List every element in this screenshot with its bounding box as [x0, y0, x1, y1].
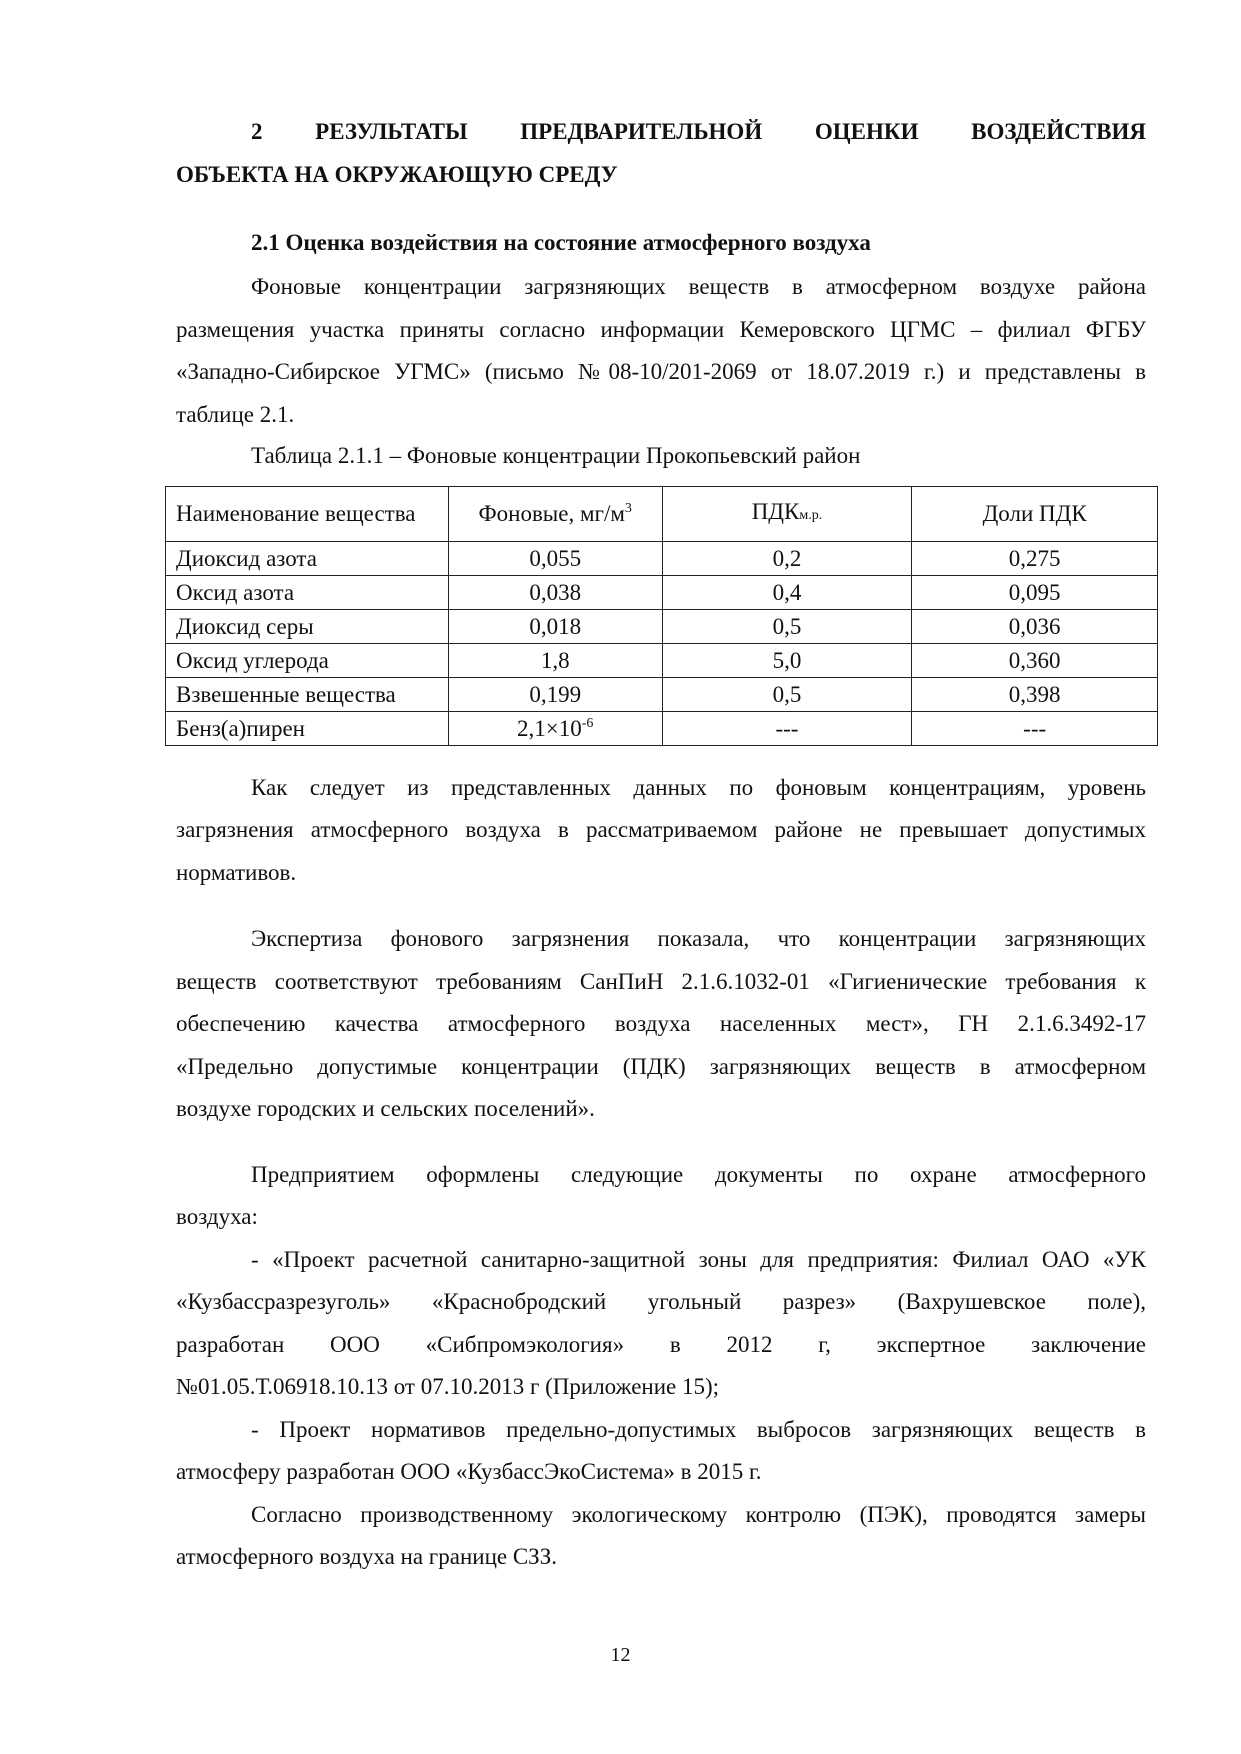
cell-background	[448, 644, 662, 678]
cell-background-value: 1,8	[540, 647, 570, 673]
list-item-line: разработан ООО «Сибпромэкология» в 2012 г, экспертное заключение	[176, 1332, 1146, 1357]
cell-share: 0,398	[912, 678, 1158, 712]
header-substance: Наименование вещества	[166, 487, 449, 542]
paragraph-line: Предприятием оформлены следующие документы по охране атмосферного	[251, 1162, 1146, 1187]
paragraph-line: Согласно производственному экологическому контролю (ПЭК), проводятся замеры	[251, 1502, 1146, 1527]
paragraph-line: обеспечению качества атмосферного воздуха населенных мест», ГН 2.1.6.3492-17	[176, 1011, 1146, 1036]
header-pdk	[662, 487, 912, 542]
cell-share: 0,036	[912, 610, 1158, 644]
header-background-sup: 3	[624, 501, 632, 516]
paragraph-line: таблице 2.1.	[176, 402, 295, 427]
paragraph-line: загрязнения атмосферного воздуха в рассматриваемом районе не превышает допустимых	[176, 817, 1146, 842]
table-caption: Таблица 2.1.1 – Фоновые концентрации Прокопьевский район	[251, 443, 861, 468]
cell-pdk: ---	[662, 712, 912, 746]
cell-background	[448, 542, 662, 576]
cell-substance: Оксид азота	[166, 576, 449, 610]
table-row	[166, 542, 1158, 576]
cell-background-sup: -6	[581, 715, 594, 731]
header-share: Доли ПДК	[912, 487, 1158, 542]
list-item-line: №01.05.Т.06918.10.13 от 07.10.2013 г (Приложение 15);	[176, 1374, 720, 1399]
header-pdk-text: ПДК	[751, 499, 800, 524]
paragraph-line: воздухе городских и сельских поселений».	[176, 1096, 595, 1121]
paragraph-line: Фоновые концентрации загрязняющих веществ в атмосферном воздухе района	[251, 274, 1146, 299]
page-number: 12	[610, 1644, 631, 1666]
background-concentrations-table	[165, 486, 1158, 746]
cell-substance: Диоксид серы	[166, 610, 449, 644]
cell-background	[448, 610, 662, 644]
cell-substance: Диоксид азота	[166, 542, 449, 576]
list-item-line: - Проект нормативов предельно-допустимых выбросов загрязняющих веществ в	[251, 1417, 1146, 1442]
cell-substance: Оксид углерода	[166, 644, 449, 678]
section-heading-line-1	[251, 117, 1146, 147]
cell-substance: Бенз(а)пирен	[166, 712, 449, 746]
cell-pdk: 0,4	[662, 576, 912, 610]
cell-background-value: 0,038	[529, 579, 582, 605]
paragraph-line: нормативов.	[176, 860, 297, 885]
paragraph-line: атмосферного воздуха на границе СЗЗ.	[176, 1544, 557, 1569]
cell-background-value: 0,018	[529, 613, 582, 639]
header-background-text: Фоновые, мг/м	[478, 501, 625, 526]
cell-pdk: 0,2	[662, 542, 912, 576]
heading-word: ПРЕДВАРИТЕЛЬНОЙ	[520, 119, 763, 144]
list-item-line: «Кузбассразрезуголь» «Краснобродский угольный разрез» (Вахрушевское поле),	[176, 1289, 1146, 1314]
table-row	[166, 678, 1158, 712]
list-item-line: - «Проект расчетной санитарно-защитной зоны для предприятия: Филиал ОАО «УК	[251, 1247, 1146, 1272]
cell-background-value: 0,055	[529, 545, 582, 571]
heading-word: ОЦЕНКИ	[814, 119, 919, 144]
paragraph-line: «Предельно допустимые концентрации (ПДК) загрязняющих веществ в атмосферном	[176, 1054, 1146, 1079]
cell-pdk: 5,0	[662, 644, 912, 678]
paragraph-line: размещения участка приняты согласно информации Кемеровского ЦГМС – филиал ФГБУ	[176, 317, 1146, 342]
subsection-heading: 2.1 Оценка воздействия на состояние атмосферного воздуха	[251, 230, 871, 255]
cell-share: ---	[912, 712, 1158, 746]
cell-substance: Взвешенные вещества	[166, 678, 449, 712]
cell-share: 0,095	[912, 576, 1158, 610]
header-pdk-sub: м.р.	[799, 508, 823, 523]
cell-background-value: 0,199	[529, 681, 582, 707]
heading-word: ВОЗДЕЙСТВИЯ	[971, 119, 1146, 144]
paragraph-line: Экспертиза фонового загрязнения показала, что концентрации загрязняющих	[251, 926, 1146, 951]
table-row	[166, 644, 1158, 678]
cell-background	[448, 576, 662, 610]
list-item-line: атмосферу разработан ООО «КузбассЭкоСистема» в 2015 г.	[176, 1459, 762, 1484]
paragraph-line: Как следует из представленных данных по фоновым концентрациям, уровень	[251, 775, 1146, 800]
heading-word: РЕЗУЛЬТАТЫ	[315, 119, 468, 144]
paragraph-line: веществ соответствуют требованиям СанПиН 2.1.6.1032-01 «Гигиенические требования к	[176, 969, 1146, 994]
cell-share: 0,275	[912, 542, 1158, 576]
cell-share: 0,360	[912, 644, 1158, 678]
table-header-row	[166, 487, 1158, 542]
cell-pdk: 0,5	[662, 678, 912, 712]
cell-background	[448, 678, 662, 712]
cell-background	[448, 712, 662, 746]
paragraph-line: воздуха:	[176, 1204, 258, 1229]
table-row	[166, 576, 1158, 610]
table-row	[166, 610, 1158, 644]
cell-background-value: 2,1×10	[516, 715, 582, 741]
cell-pdk: 0,5	[662, 610, 912, 644]
section-heading-line-2: ОБЪЕКТА НА ОКРУЖАЮЩУЮ СРЕДУ	[176, 162, 618, 187]
heading-word: 2	[251, 119, 263, 144]
header-background	[448, 487, 662, 542]
paragraph-line: «Западно-Сибирское УГМС» (письмо №08-10/201-2069 от 18.07.2019 г.) и представлены в	[176, 359, 1146, 384]
table-row	[166, 712, 1158, 746]
